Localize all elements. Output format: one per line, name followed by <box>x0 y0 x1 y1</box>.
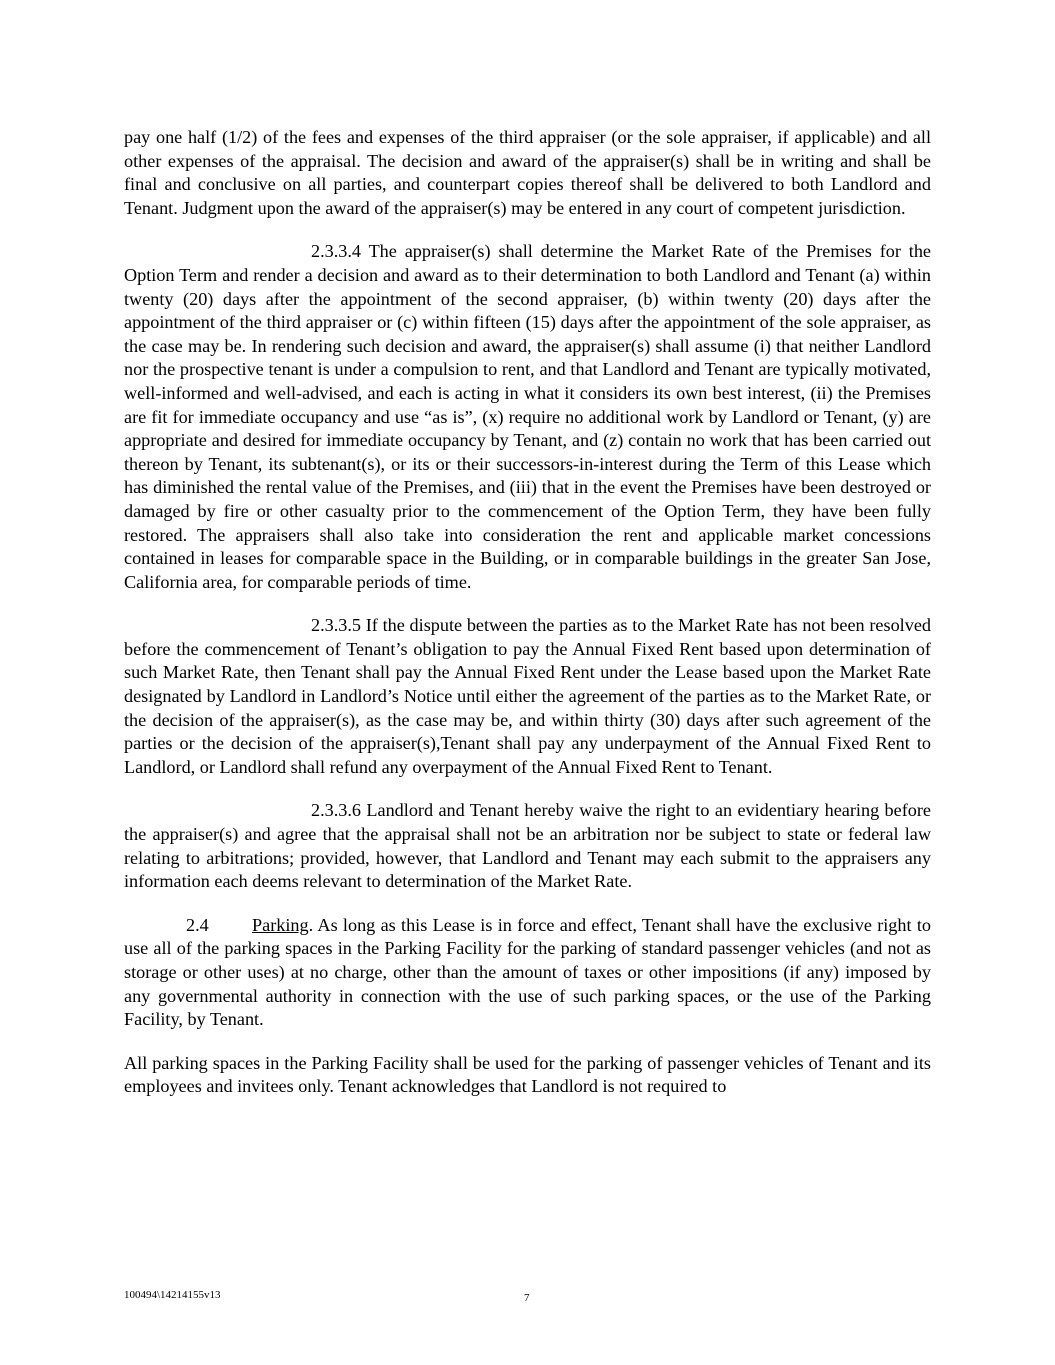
paragraph-2-4-parking <box>124 914 931 1032</box>
body-text <box>124 126 931 1119</box>
paragraph-2-3-3-6: 2.3.3.6 Landlord and Tenant hereby waive the right to an evidentiary hearing before the appraiser(s) and agree that the appraisal shall not be an arbitration nor be subject to state or federal law relating to arbitrations; provided, however, that Landlord and Tenant may each submit to the appraisers any information each deems relevant to determination of the Market Rate. <box>124 800 931 892</box>
paragraph-2-3-3-5: 2.3.3.5 If the dispute between the parties as to the Market Rate has not been resolved before the commencement of Tenant’s obligation to pay the Annual Fixed Rent based upon determination of such Market Rate, then Tenant shall pay the Annual Fixed Rent under the Lease based upon the Market Rate designated by Landlord in Landlord’s Notice until either the agreement of the parties as to the Market Rate, or the decision of the appraiser(s), as the case may be, and within thirty (30) days after such agreement of the parties or the decision of the appraiser(s),Tenant shall pay any underpayment of the Annual Fixed Rent to Landlord, or Landlord shall refund any overpayment of the Annual Fixed Rent to Tenant. <box>124 615 931 777</box>
page-number: 7 <box>524 1292 530 1304</box>
footer-document-id: 100494\14214155v13 <box>124 1289 221 1301</box>
section-number: 2.4 <box>186 914 209 935</box>
section-text: . As long as this Lease is in force and effect, Tenant shall have the exclusive right to use all of the parking spaces in the Parking Facility for the parking of standard passenger vehicles (and not as storage or other uses) at no charge, other than the amount of taxes or other impositions (if any) imposed by any governmental authority in connection with the use of such parking spaces, or the use of the Parking Facility, by Tenant. <box>124 914 931 1030</box>
paragraph-appraisal-fees: pay one half (1/2) of the fees and expenses of the third appraiser (or the sole appraiser, if applicable) and all other expenses of the appraisal. The decision and award of the appraiser(s) shall be in writing and shall be final and conclusive on all parties, and counterpart copies thereof shall be delivered to both Landlord and Tenant. Judgment upon the award of the appraiser(s) may be entered in any court of competent jurisdiction. <box>124 127 931 218</box>
paragraph-parking-use: All parking spaces in the Parking Facility shall be used for the parking of passenger vehicles of Tenant and its employees and invitees only. Tenant acknowledges that Landlord is not required to <box>124 1052 931 1097</box>
paragraph-2-3-3-4: 2.3.3.4 The appraiser(s) shall determine the Market Rate of the Premises for the Option Term and render a decision and award as to their determination to both Landlord and Tenant (a) within twenty (20) days after the appointment of the second appraiser, (b) within twenty (20) days after the appointment of the third appraiser or (c) within fifteen (15) days after the appointment of the sole appraiser, as the case may be. In rendering such decision and award, the appraiser(s) shall assume (i) that neither Landlord nor the prospective tenant is under a compulsion to rent, and that Landlord and Tenant are typically motivated, well-informed and well-advised, and each is acting in what it considers its own best interest, (ii) the Premises are fit for immediate occupancy and use “as is”, (x) require no additional work by Landlord or Tenant, (y) are appropriate and desired for immediate occupancy by Tenant, and (z) contain no work that has been carried out thereon by Tenant, its subtenant(s), or its or their successors-in-interest during the Term of this Lease which has diminished the rental value of the Premises, and (iii) that in the event the Premises have been destroyed or damaged by fire or other casualty prior to the commencement of the Option Term, they have been fully restored. The appraisers shall also take into consideration the rent and applicable market concessions contained in leases for comparable space in the Building, or in comparable buildings in the greater San Jose, California area, for comparable periods of time. <box>124 241 931 592</box>
section-title: Parking <box>252 914 309 935</box>
